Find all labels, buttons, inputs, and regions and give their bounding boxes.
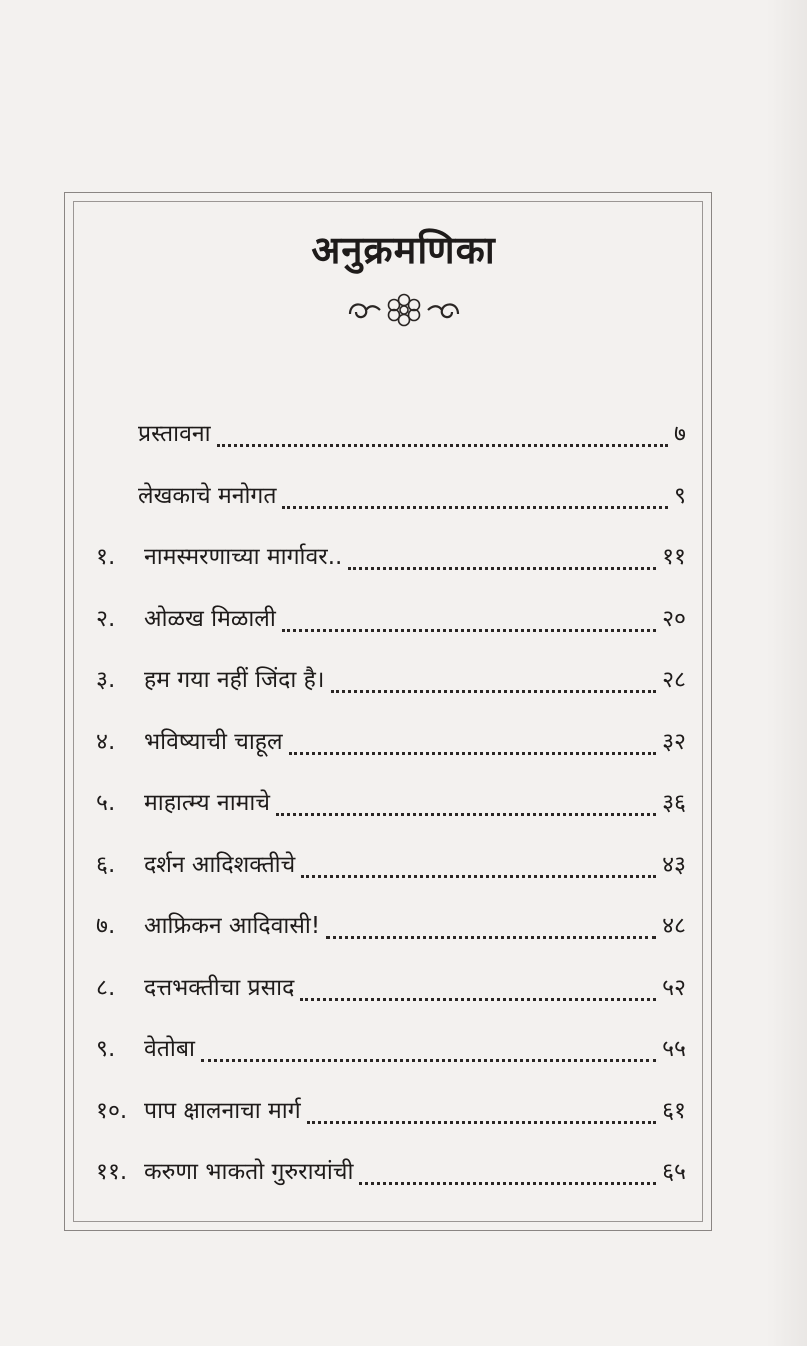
toc-entry	[96, 414, 686, 454]
toc-entry-page-number: २८	[662, 667, 686, 693]
toc-entry-title: हम गया नहीं जिंदा है।	[144, 667, 325, 693]
toc-entry-page-number: ३२	[662, 728, 686, 755]
toc-entry-title: दर्शन आदिशक्तीचे	[144, 851, 296, 878]
toc-entry-title: वेतोबा	[144, 1036, 195, 1062]
toc-entry-page-number: ४८	[662, 913, 686, 939]
dot-leader	[289, 749, 656, 755]
toc-entry	[96, 476, 686, 516]
toc-entry	[96, 968, 686, 1008]
toc-entry-page-number: ६५	[662, 1159, 686, 1185]
toc-entry-page-number: २०	[662, 605, 686, 632]
dot-leader	[301, 872, 656, 878]
toc-entry	[96, 1091, 686, 1131]
flower-ornament-icon	[0, 292, 807, 328]
toc-entry	[96, 1029, 686, 1069]
dot-leader	[300, 995, 656, 1001]
toc-entry-title: भविष्याची चाहूल	[144, 728, 283, 755]
toc-entry-title: दत्तभक्तीचा प्रसाद	[144, 974, 295, 1001]
toc-entry-number: २.	[96, 605, 116, 632]
toc-entry-title: पाप क्षालनाचा मार्ग	[144, 1097, 301, 1124]
toc-entry-title: ओळख मिळाली	[144, 605, 276, 632]
dot-leader	[326, 933, 656, 939]
dot-leader	[359, 1179, 656, 1185]
toc-entry	[96, 906, 686, 946]
toc-entry	[96, 783, 686, 823]
toc-entry-page-number: ११	[662, 544, 686, 570]
toc-entry-number: १०.	[96, 1097, 128, 1124]
toc-entry-title: प्रस्तावना	[138, 421, 211, 447]
dot-leader	[201, 1056, 656, 1062]
toc-entry-page-number: ९	[674, 482, 686, 509]
toc-entry-title: करुणा भाकतो गुरुरायांची	[144, 1159, 354, 1185]
toc-entry	[96, 845, 686, 885]
page-title: अनुक्रमणिका	[311, 228, 496, 272]
dot-leader	[331, 687, 656, 693]
toc-entry-page-number: ६१	[662, 1097, 686, 1124]
toc-entry-number: ४.	[96, 728, 116, 755]
dot-leader	[217, 441, 668, 447]
dot-leader	[282, 626, 656, 632]
toc-entry	[96, 537, 686, 577]
dot-leader	[276, 810, 656, 816]
toc-entry-number: ९.	[96, 1036, 116, 1062]
toc-entry-number: ६.	[96, 851, 116, 878]
toc-entry-number: १.	[96, 544, 116, 570]
dot-leader	[348, 564, 656, 570]
toc-entry	[96, 1152, 686, 1192]
dot-leader	[282, 503, 668, 509]
toc-entry-title: नामस्मरणाच्या मार्गावर..	[144, 544, 343, 570]
toc-entry-number: ५.	[96, 790, 116, 816]
toc-entry-number: ७.	[96, 913, 116, 939]
toc-entry-number: ८.	[96, 974, 116, 1001]
toc-entry-title: आफ्रिकन आदिवासी!	[144, 913, 321, 939]
toc-entry	[96, 599, 686, 639]
toc-entry	[96, 660, 686, 700]
toc-entry-page-number: ५५	[662, 1036, 686, 1062]
toc-entry	[96, 722, 686, 762]
toc-entry-page-number: ४३	[662, 851, 686, 878]
dot-leader	[307, 1118, 656, 1124]
toc-entry-number: ३.	[96, 667, 116, 693]
page-edge-shadow	[767, 0, 807, 1346]
toc-entry-page-number: ७	[674, 421, 686, 447]
toc-entry-number: ११.	[96, 1159, 128, 1185]
toc-entry-page-number: ५२	[662, 974, 686, 1001]
toc-entry-page-number: ३६	[662, 790, 686, 816]
toc-entry-title: लेखकाचे मनोगत	[138, 482, 277, 509]
toc-entry-title: माहात्म्य नामाचे	[144, 790, 270, 816]
